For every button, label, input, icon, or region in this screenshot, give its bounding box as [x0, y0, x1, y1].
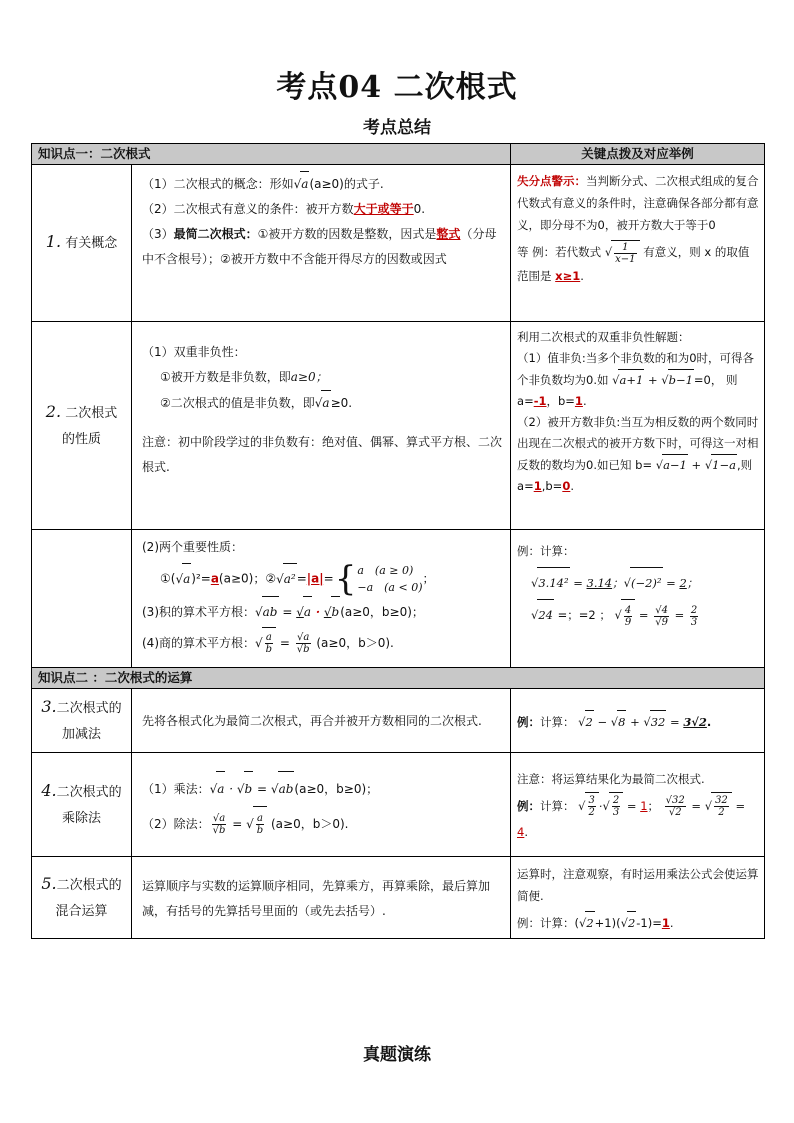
table-row: [32, 689, 765, 753]
key-point-cell: 例：计算： √3.14² = 3.14；√(−2)² = 2； √24 =；=2 ； √ $\frac{4}{9}$ = $\frac{√4}{√9}$ = $\frac{2}{3}$: [511, 530, 765, 668]
table-row: [32, 857, 765, 939]
row-label: 3.二次根式的 加减法: [32, 689, 132, 753]
header-knowledge-2: 知识点二 ：二次根式的运算: [32, 668, 765, 689]
table-header-1: [32, 144, 765, 165]
key-point-cell: 利用二次根式的双重非负性解题： （1）值非负:当多个非负数的和为0时，可得各个非负数均为0.如 √a+1 + √b−1=0， 则 a=-1，b=1. （2）被开方数非负:当互为相反数的两个数同时出现在二次根式的被开方数下时，可得这一对相反数的数均为0.如已知 b= √a−1 + √1−a,则 a=1,b=0.: [511, 322, 765, 530]
row-label: 1. 有关概念: [32, 165, 132, 322]
table-row: [32, 322, 765, 530]
answer-text: 大于或等于: [353, 202, 414, 216]
row-label: [32, 530, 132, 668]
row-content: （1）乘法：√a · √b = √ab(a≥0，b≥0)； （2）除法： $\frac{√a}{√b}$ = √ $\frac{a}{b}$ (a≥0，b＞0).: [132, 753, 511, 857]
summary-table: [31, 143, 765, 939]
answer-text: x≥1: [555, 268, 581, 283]
row-content: （1）双重非负性： ①被开方数是非负数，即a≥0； ②二次根式的值是非负数，即√a≥0. 注意：初中阶段学过的非负数有：绝对值、偶幂、算式平方根、二次根式.: [132, 322, 511, 530]
row-content: 先将各根式化为最简二次根式，再合并被开方数相同的二次根式.: [132, 689, 511, 753]
header-key-points: 关键点拨及对应举例: [511, 144, 765, 165]
header-knowledge-1: 知识点一：二次根式: [32, 144, 511, 165]
row-label: 2. 二次根式 的性质: [32, 322, 132, 530]
table-row: [32, 530, 765, 668]
key-point-cell: 例：计算： √2 − √8 + √32 = 3√2.: [511, 689, 765, 753]
key-point-cell: 运算时，注意观察，有时运用乘法公式会使运算简便. 例：计算：(√2+1)(√2-1)=1.: [511, 857, 765, 939]
row-label: 4.二次根式的 乘除法: [32, 753, 132, 857]
page-title: 考点04 二次根式: [276, 70, 518, 105]
row-content: (2)两个重要性质： ①(√a)²=a(a≥0)；②√a²=|a|={ a (a ≥ 0) −a (a < 0) ； (3)积的算术平方根：√ab = √a · √b(a≥0，b≥0)； (4)商的算术平方根：√ $\frac{a}{b}$ = $\frac{√a}{√b}$ (a≥0，b＞0).: [132, 530, 511, 668]
section-subtitle: 考点总结: [363, 118, 431, 138]
row-content: （1）二次根式的概念：形如√a(a≥0)的式子. （2）二次根式有意义的条件：被开方数大于或等于0. （3）最简二次根式：①被开方数的因数是整数，因式是整式（分母中不含根号）；②被开方数中不含能开得尽方的因数或因式: [132, 165, 511, 322]
key-point-cell: 失分点警示：当判断分式、二次根式组成的复合代数式有意义的条件时，注意确保各部分都有意义，即分母不为0，被开方数大于等于0 等 例：若代数式 √ $\frac{1}{x-1}$ 有意义，则 x 的取值 范围是 x≥1.: [511, 165, 765, 322]
key-point-cell: 注意：将运算结果化为最简二次根式. 例：计算： √ $\frac{3}{2}$ ·√ $\frac{2}{3}$ = 1； $\frac{√32}{√2}$ = √ $\frac{32}{2}$ = 4.: [511, 753, 765, 857]
section-footer-title: 真题演练: [363, 1045, 431, 1065]
row-label: 5.二次根式的 混合运算: [32, 857, 132, 939]
answer-text: 整式: [436, 227, 461, 241]
row-content: 运算顺序与实数的运算顺序相同，先算乘方，再算乘除，最后算加减，有括号的先算括号里面的（或先去括号）.: [132, 857, 511, 939]
table-header-2: [32, 668, 765, 689]
table-row: [32, 753, 765, 857]
table-row: [32, 165, 765, 322]
